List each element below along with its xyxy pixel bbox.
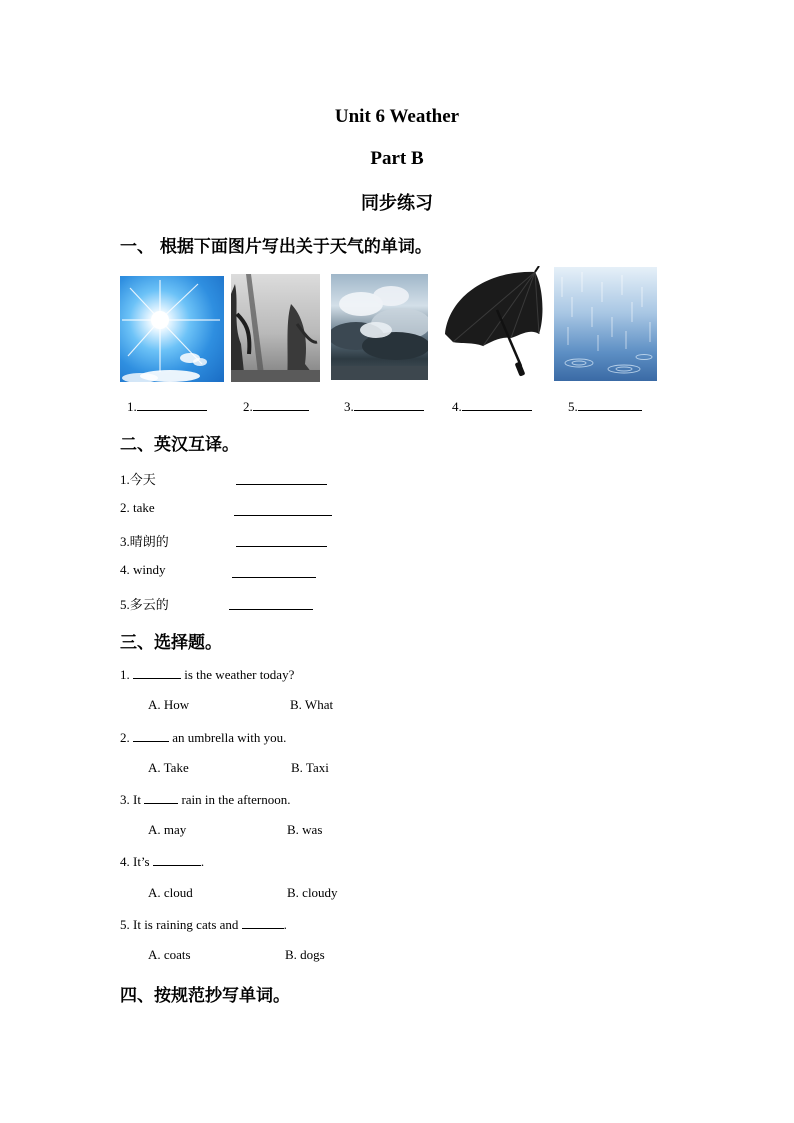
question-1-option-b[interactable]: B. What <box>290 697 334 712</box>
question-3-option-a[interactable]: A. may <box>148 822 187 837</box>
section1-heading: 一、 根据下面图片写出关于天气的单词。 <box>120 237 432 257</box>
translate-blank-2[interactable] <box>234 501 332 516</box>
question-4-blank[interactable] <box>153 853 201 866</box>
question-5: 5. It is raining cats and . <box>120 917 287 932</box>
question-2: 2. an umbrella with you. <box>120 730 287 745</box>
question-3-blank[interactable] <box>144 791 178 804</box>
question-5-option-b[interactable]: B. dogs <box>285 947 325 962</box>
section2-heading: 二、英汉互译。 <box>120 435 239 455</box>
question-5-blank[interactable] <box>242 916 284 929</box>
section3-heading: 三、选择题。 <box>120 633 222 653</box>
question-1-option-a[interactable]: A. How <box>148 697 190 712</box>
question-3-option-b[interactable]: B. was <box>287 822 323 837</box>
answer-5[interactable]: 5. <box>568 398 642 415</box>
translate-blank-1[interactable] <box>236 470 327 485</box>
umbrella-icon <box>439 266 547 380</box>
translate-item-2: 2. take <box>120 500 155 515</box>
answer-4[interactable]: 4. <box>452 398 532 415</box>
question-4-option-b[interactable]: B. cloudy <box>287 885 338 900</box>
question-4-option-a[interactable]: A. cloud <box>148 885 193 900</box>
wind-icon <box>231 274 320 382</box>
translate-item-5: 5.多云的 <box>120 597 169 612</box>
question-3: 3. It rain in the afternoon. <box>120 792 291 807</box>
page-title: Unit 6 Weather <box>334 106 460 127</box>
part-title: Part B <box>370 148 424 169</box>
translate-item-4: 4. windy <box>120 562 166 577</box>
question-2-option-b[interactable]: B. Taxi <box>291 760 329 775</box>
question-2-blank[interactable] <box>133 729 169 742</box>
translate-blank-5[interactable] <box>229 595 313 610</box>
question-1: 1. is the weather today? <box>120 667 295 682</box>
answer-2[interactable]: 2. <box>243 398 309 415</box>
question-1-blank[interactable] <box>133 666 181 679</box>
translate-blank-3[interactable] <box>236 532 327 547</box>
translate-blank-4[interactable] <box>232 563 316 578</box>
answer-3[interactable]: 3. <box>344 398 424 415</box>
answer-1[interactable]: 1. <box>127 398 207 415</box>
translate-item-3: 3.晴朗的 <box>120 534 169 549</box>
question-5-option-a[interactable]: A. coats <box>148 947 191 962</box>
sun-icon <box>120 276 224 382</box>
subtitle: 同步练习 <box>361 193 433 214</box>
translate-item-1: 1.今天 <box>120 472 156 487</box>
question-4: 4. It’s . <box>120 854 205 869</box>
section4-heading: 四、按规范抄写单词。 <box>120 986 290 1006</box>
rain-icon <box>554 267 657 381</box>
question-2-option-a[interactable]: A. Take <box>148 760 189 775</box>
cloud-icon <box>331 274 428 380</box>
